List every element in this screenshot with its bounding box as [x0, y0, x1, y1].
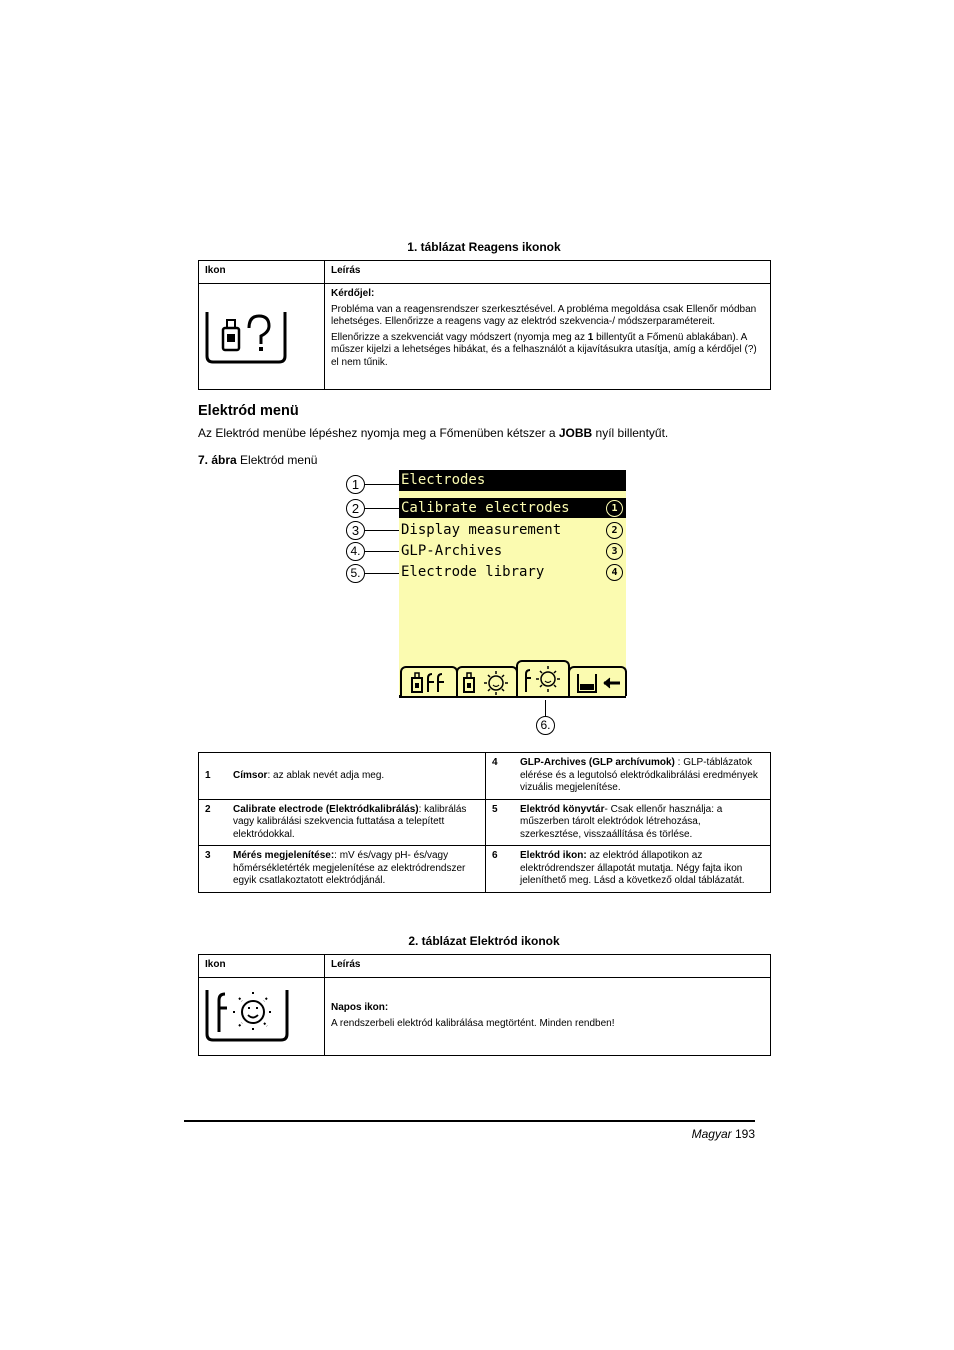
table2-desc-cell [325, 978, 771, 1056]
legend-cell-3: 3 Mérés megjelenítése:: mV és/vagy pH- és/vagy hőmérsékletérték megjelenítése az elektródrendszer egyik csatlakoztatott elektródjánál. [199, 846, 486, 893]
legend-cell-4: 4 GLP-Archives (GLP archívumok) : GLP-táblázatok elérése és a legutolsó elektródkalibrálási eredmények vizuális megjelenítése. [486, 753, 771, 800]
legend-cell-5: 5 Elektród könyvtár- Csak ellenőr használja: a műszerben tárolt elektródok létrehozása, szerkesztése, visszaállítása és törlése. [486, 799, 771, 846]
menu-item-calibrate[interactable]: Calibrate electrodes 1 [399, 498, 626, 518]
menu-item-electrode-library[interactable]: Electrode library 4 [399, 562, 626, 582]
callout-2: 2 [346, 499, 365, 518]
sunny-electrode-icon [199, 978, 323, 1050]
electrodes-screen [399, 470, 626, 698]
callout-5: 5. [346, 564, 365, 583]
page-footer [692, 1127, 755, 1141]
beaker-arrow-tab-icon [570, 668, 625, 696]
footer-rule [184, 1120, 755, 1122]
tab-reagent-status[interactable] [456, 666, 518, 696]
menu-item-glp-archives[interactable]: GLP-Archives 3 [399, 541, 626, 561]
sunny-icon-title: Napos ikon: [331, 1002, 389, 1014]
menu-number-2: 2 [606, 522, 623, 539]
reagent-tab-icon [402, 668, 456, 696]
footer-language: Magyar [691, 1127, 732, 1141]
figure-label: 7. ábra Elektród menü [198, 453, 318, 467]
figure-legend-table [198, 752, 771, 893]
reagent-question-icon [199, 284, 323, 384]
callout-3: 3 [346, 521, 365, 540]
legend-cell-1: 1 Címsor: az ablak nevét adja meg. [199, 753, 486, 800]
menu-number-4: 4 [606, 564, 623, 581]
menu-item-display-measurement[interactable]: Display measurement 2 [399, 520, 626, 540]
table2-col-icon: Ikon [199, 955, 325, 978]
screen-tab-bar [399, 660, 626, 698]
section-intro: Az Elektród menübe lépéshez nyomja meg a Főmenüben kétszer a JOBB nyíl billentyűt. [198, 426, 669, 440]
tab-reagent[interactable] [400, 666, 458, 696]
section-heading: Elektród menü [198, 403, 299, 419]
question-mark-desc-1: Probléma van a reagensrendszer szerkesztésével. A probléma megoldása csak Ellenőr módban lehetséges. Ellenőrizze a reagens vagy az elektród szekvencia-/ módszerparamétereit. [331, 303, 757, 327]
table2-icon-cell [199, 978, 325, 1056]
table1-col-icon: Ikon [199, 261, 325, 284]
screen-title: Electrodes [399, 470, 626, 491]
table1-icon-cell [199, 284, 325, 390]
table1-desc-cell [325, 284, 771, 390]
callout-1: 1 [346, 475, 365, 494]
electrode-sun-tab-icon [518, 662, 568, 696]
electrode-icons-table [198, 954, 771, 1056]
callout-6: 6. [536, 716, 555, 735]
question-mark-title: Kérdőjel: [331, 288, 375, 299]
legend-cell-2: 2 Calibrate electrode (Elektródkalibrálás): kalibrálás vagy kalibrálási szekvencia futtatása a telepített elektródokkal. [199, 799, 486, 846]
sunny-icon-desc: A rendszerbeli elektród kalibrálása megtörtént. Minden rendben! [331, 1017, 615, 1029]
callout-4: 4. [346, 542, 365, 561]
question-mark-desc-2: Ellenőrizze a szekvenciát vagy módszert (nyomja meg az 1 billentyűt a Főmenü ablakában). A műszer kijelzi a lehetséges hibákat, és a felhasználót a kijavításukra utasítja, amíg a kérdőjel (?) el nem tűnik. [331, 331, 757, 368]
tab-next[interactable] [568, 666, 627, 696]
tab-electrodes[interactable] [516, 660, 570, 696]
menu-number-3: 3 [606, 543, 623, 560]
table2-caption: 2. táblázat Elektród ikonok [408, 934, 560, 948]
reagent-icons-table [198, 260, 771, 390]
table1-col-desc: Leírás [325, 261, 771, 284]
reagent-sun-tab-icon [458, 668, 516, 696]
page-number: 193 [734, 1127, 755, 1141]
table2-col-desc: Leírás [325, 955, 771, 978]
menu-number-1: 1 [606, 500, 623, 517]
table1-caption: 1. táblázat Reagens ikonok [407, 240, 561, 254]
legend-cell-6: 6 Elektród ikon: az elektród állapotikon az elektródrendszer állapotát mutatja. Négy fajta ikon jeleníthető meg. Lásd a következő oldal táblázatát. [486, 846, 771, 893]
